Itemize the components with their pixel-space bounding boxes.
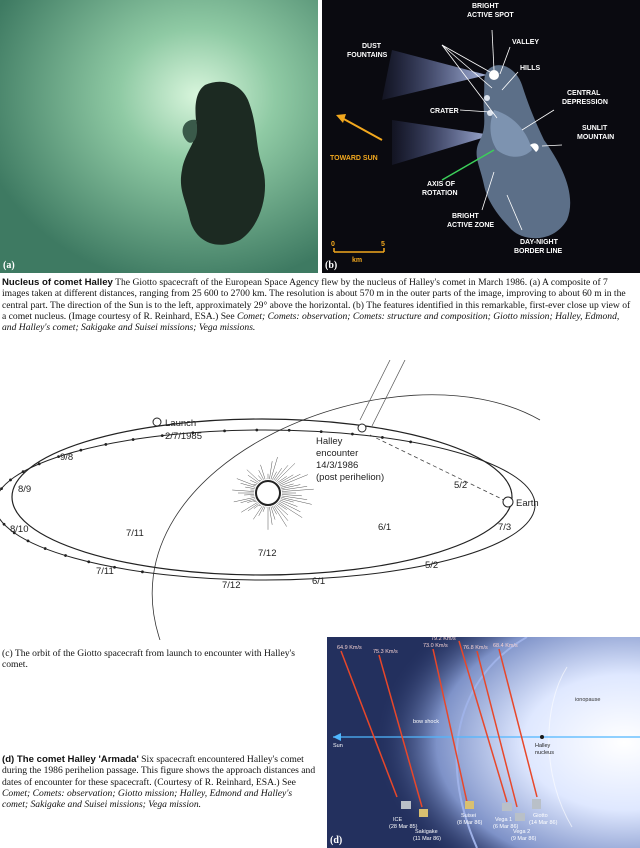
caption-c xyxy=(2,648,302,671)
orbit-dot xyxy=(79,449,82,452)
orbit-dot xyxy=(288,429,291,432)
dust-fountain-lower xyxy=(392,120,492,165)
orbit-dot xyxy=(9,479,12,482)
date-label: 7/11 xyxy=(126,528,144,539)
panel-a-letter: (a) xyxy=(3,260,15,271)
label-launch-date: 2/7/1985 xyxy=(165,431,202,442)
label-bright-active-spot-2: ACTIVE SPOT xyxy=(467,12,514,19)
label-ionopause: ionopause xyxy=(575,697,601,703)
label-day-night-1: DAY-NIGHT xyxy=(520,239,558,246)
label-central-depression-1: CENTRAL xyxy=(567,90,601,97)
spacecraft-vega-2 xyxy=(515,813,525,821)
orbit-dot xyxy=(141,570,144,573)
label-halley-nucleus-2: nucleus xyxy=(535,750,554,756)
caption-ab-body: The Giotto spacecraft of the European Space Agency flew by the nucleus of Halley's comet in March 1986. (a) A composite of 7 images taken at different distances, ranging from 25 600 to 2700 km. The resolution is about 570 m in the outer parts of the image, improving to about 60 m in the central part. The direction of the Sun is to the left, approximately 29° above the horizontal. (b) The features identified in this remarkable, first-ever close up view of a comet nucleus. (Image courtesy of R. Reinhard, ESA.) See xyxy=(2,277,631,322)
date-label: 5/2 xyxy=(425,560,439,571)
orbit-dot xyxy=(0,487,3,490)
orbit-dot xyxy=(104,443,107,446)
orbit-dot xyxy=(381,436,384,439)
toward-sun-arrow xyxy=(342,118,382,140)
date-label: 8/10 xyxy=(10,524,29,535)
date-label: 6/1 xyxy=(378,522,392,533)
caption-d-body: Six spacecraft encountered Halley's comet during the 1986 perihelion passage. This figure shows the approach distances and dates of encounter for these spacecraft. (Courtesy of R. Reinhard, ESA.) See xyxy=(2,754,316,788)
orbit-dot xyxy=(320,430,323,433)
label-halley: Halley xyxy=(316,436,343,447)
orbit-dot xyxy=(351,433,354,436)
sun-ray xyxy=(241,483,256,487)
label-bright-active-zone-2: ACTIVE ZONE xyxy=(447,222,495,229)
orbit-dot xyxy=(3,523,6,526)
label-bow-shock: bow shock xyxy=(413,719,439,725)
spacecraft-giotto xyxy=(532,799,541,809)
halley-nucleus-dot xyxy=(540,735,544,739)
orbit-dot xyxy=(409,440,412,443)
scale-0: 0 xyxy=(331,241,335,248)
scale-5: 5 xyxy=(381,241,385,248)
label-sunlit-mountain-1: SUNLIT xyxy=(582,125,608,132)
orbit-dot xyxy=(44,547,47,550)
halley-tail xyxy=(360,360,410,426)
label-sunlit-mountain-2: MOUNTAIN xyxy=(577,134,615,141)
sun-ray xyxy=(274,506,287,527)
encounter-to-earth-line xyxy=(370,435,508,502)
label-toward-sun: TOWARD SUN xyxy=(330,155,378,162)
craft-date: (28 Mar 85) xyxy=(389,824,418,830)
label-axis-of-rotation-2: ROTATION xyxy=(422,190,458,197)
craft-date: (8 Mar 86) xyxy=(457,820,483,826)
label-sun: Sun xyxy=(333,743,343,749)
label-central-depression-2: DEPRESSION xyxy=(562,99,608,106)
speed-label: 68.4 Km/s xyxy=(493,643,518,649)
speed-label: 76.8 Km/s xyxy=(463,645,488,651)
orbit-dot xyxy=(255,429,258,432)
caption-ab xyxy=(2,277,636,333)
spacecraft-suisei xyxy=(465,801,474,809)
craft-name: Vega 1 xyxy=(495,817,513,823)
sun-ray xyxy=(245,487,255,489)
earth-marker xyxy=(503,497,513,507)
caption-d-title: (d) The comet Halley 'Armada' xyxy=(2,754,139,765)
craft-date: (9 Mar 86) xyxy=(511,836,537,842)
launch-marker xyxy=(153,418,161,426)
caption-d-refs: Comet; Comets: observation; Giotto mission; Halley, Edmond and Halley's comet; Sakigake and Suisei missions; Vega mission. xyxy=(2,787,293,811)
sun-ray xyxy=(281,484,294,487)
speed-label: 73.0 Km/s xyxy=(423,643,448,649)
panel-c-orbit-diagram xyxy=(0,360,640,640)
craft-name: ICE xyxy=(393,817,403,823)
label-dust-fountains-2: FOUNTAINS xyxy=(347,52,388,59)
label-encounter: encounter xyxy=(316,448,359,459)
craft-date: (14 Mar 86) xyxy=(529,820,558,826)
label-valley: VALLEY xyxy=(512,39,540,46)
caption-c-text: (c) The orbit of the Giotto spacecraft from launch to encounter with Halley's comet. xyxy=(2,648,295,671)
label-launch: Launch xyxy=(165,418,197,429)
sun-ray xyxy=(271,507,275,520)
sun-ray xyxy=(282,486,307,490)
label-encounter-date: 14/3/1986 xyxy=(316,460,359,471)
panel-b-letter: (b) xyxy=(325,260,338,271)
orbit-dot xyxy=(132,438,135,441)
date-label: 6/1 xyxy=(312,576,326,587)
orbit-dot xyxy=(27,540,30,543)
sun-ray xyxy=(250,480,257,483)
sun-ray xyxy=(282,494,302,495)
orbit-dot xyxy=(38,462,41,465)
armada-svg xyxy=(327,637,640,848)
date-label: 9/8 xyxy=(60,452,74,463)
sun-ray xyxy=(282,496,307,500)
craft-name: Vega 2 xyxy=(513,829,531,835)
orbit-dot xyxy=(161,434,164,437)
date-label: 7/12 xyxy=(258,548,277,559)
craft-name: Suisei xyxy=(461,813,476,819)
panel-b-feature-diagram xyxy=(322,0,640,273)
orbit-dot xyxy=(64,554,67,557)
sun-ray xyxy=(241,502,257,512)
label-bright-active-spot-1: BRIGHT xyxy=(472,3,499,10)
date-label: 5/2 xyxy=(454,480,468,491)
sun-ray xyxy=(259,470,264,480)
scale-unit: km xyxy=(352,257,363,264)
label-dust-fountains-1: DUST xyxy=(362,43,382,50)
orbit-dot xyxy=(22,470,25,473)
sun-ray xyxy=(278,475,293,484)
speed-label: 64.9 Km/s xyxy=(337,645,362,651)
craft-name: Giotto xyxy=(533,813,548,819)
caption-ab-refs: Comet; Comets: observation; Comets: structure and composition; Giotto mission; Halley, Edmond, and Halley's comet; Sakigake and Suisei missions; Vega missions. xyxy=(2,310,620,334)
spacecraft-sakigake xyxy=(419,809,428,817)
scale-bar xyxy=(331,241,385,264)
label-bright-active-zone-1: BRIGHT xyxy=(452,213,479,220)
label-halley-nucleus-1: Halley xyxy=(535,743,551,749)
sun-ray xyxy=(278,502,302,517)
caption-ab-title: Nucleus of comet Halley xyxy=(2,277,113,288)
panel-d-letter: (d) xyxy=(330,835,343,846)
orbit-dot xyxy=(87,560,90,563)
nucleus-composite-image xyxy=(0,0,318,273)
craft-date: (6 Mar 86) xyxy=(493,824,519,830)
label-crater: CRATER xyxy=(430,108,459,115)
sun-glyph xyxy=(256,481,280,505)
caption-d xyxy=(2,754,320,810)
date-label: 8/9 xyxy=(18,484,32,495)
dust-fountain-upper xyxy=(382,50,487,100)
date-label: 7/12 xyxy=(222,580,241,591)
date-label: 7/3 xyxy=(498,522,512,533)
spacecraft-vega-1 xyxy=(502,803,512,811)
encounter-marker xyxy=(358,424,366,432)
label-earth: Earth xyxy=(516,498,539,509)
sun-ray xyxy=(244,494,254,495)
orbit-dot xyxy=(223,429,226,432)
speed-label: 79.2 Km/s xyxy=(431,637,456,642)
label-post-perihelion: (post perihelion) xyxy=(316,472,385,483)
panel-d-armada-diagram xyxy=(327,637,640,848)
sun-ray xyxy=(261,465,266,479)
label-axis-of-rotation-1: AXIS OF xyxy=(427,181,456,188)
sun-ray xyxy=(275,465,288,481)
label-hills: HILLS xyxy=(520,65,541,72)
craft-name: Sakigake xyxy=(415,829,438,835)
speed-label: 75.3 Km/s xyxy=(373,649,398,655)
date-label: 7/11 xyxy=(96,566,114,577)
spacecraft-ice xyxy=(401,801,411,809)
panel-a-nucleus-image xyxy=(0,0,318,273)
label-day-night-2: BORDER LINE xyxy=(514,248,563,255)
nucleus-features-svg xyxy=(322,0,640,273)
sun-ray xyxy=(281,499,294,502)
craft-date: (11 Mar 86) xyxy=(413,836,442,842)
sun-ray xyxy=(281,497,311,504)
